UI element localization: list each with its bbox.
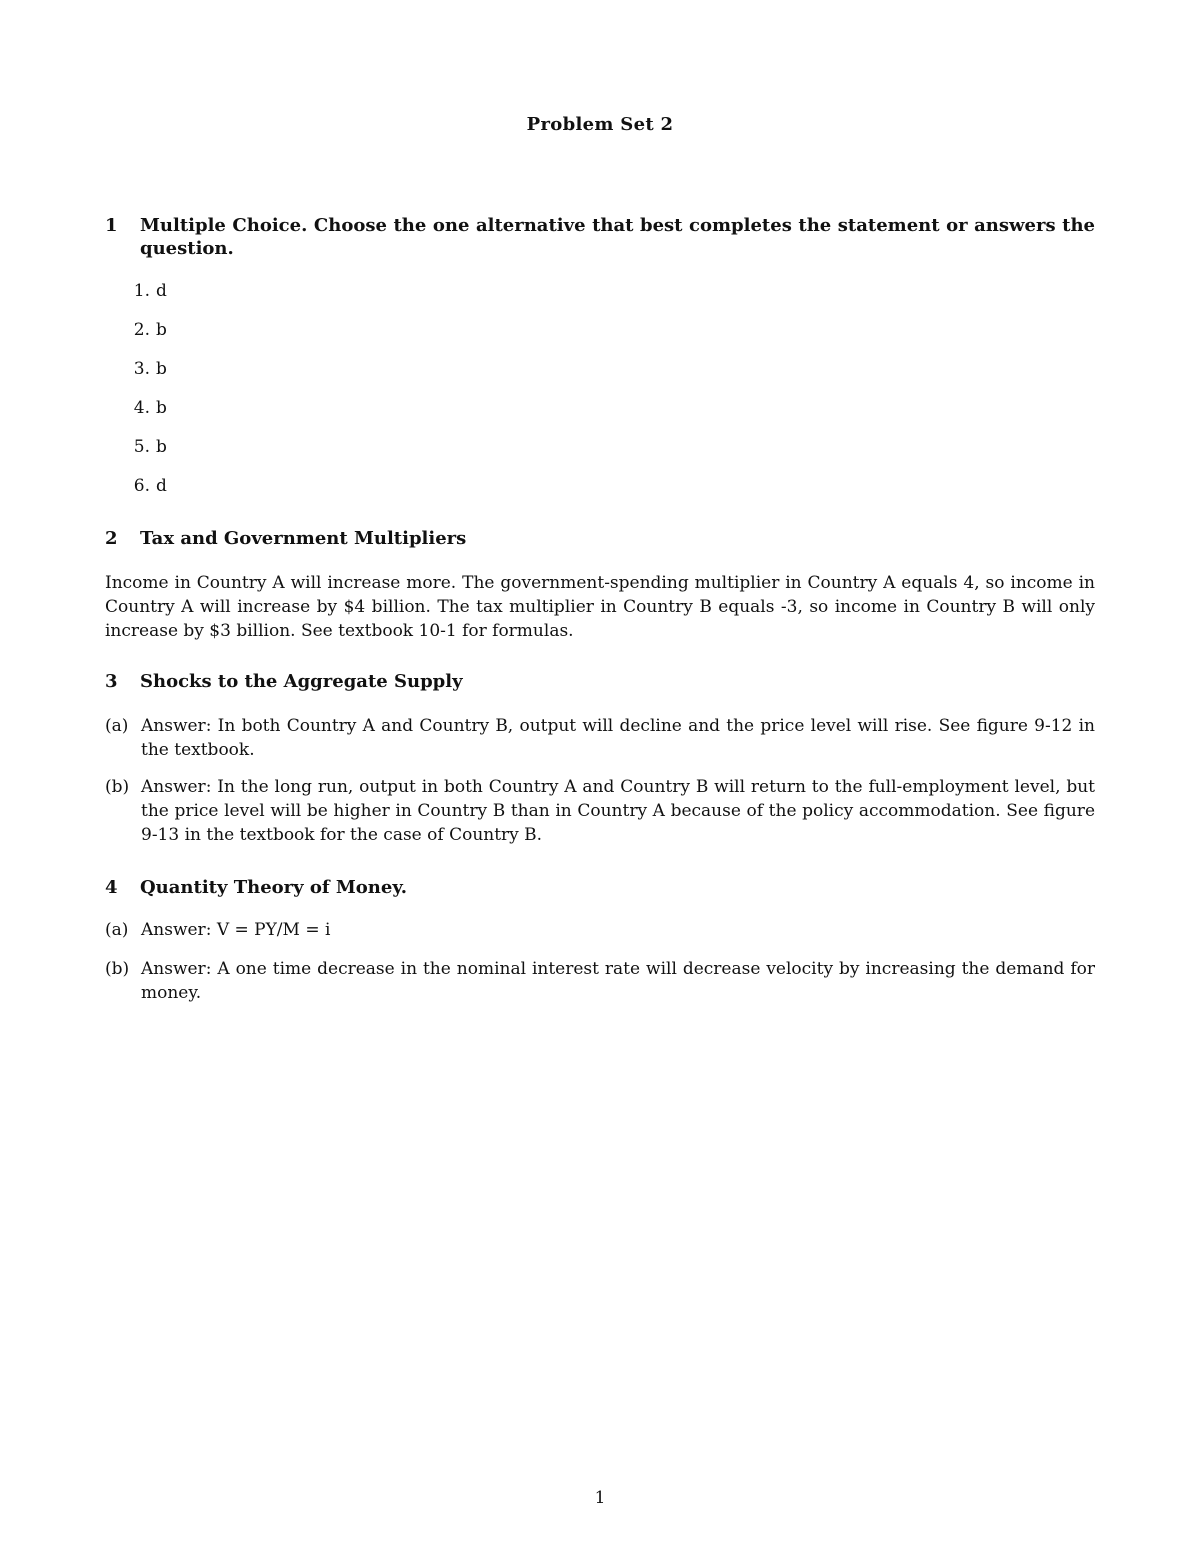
- section-title: Tax and Government Multipliers: [140, 528, 467, 549]
- item-label: (b): [105, 959, 130, 979]
- answer-item: [105, 714, 1095, 762]
- page-title: Problem Set 2: [526, 114, 674, 135]
- item-label: (b): [105, 777, 130, 797]
- list-item: [128, 475, 167, 497]
- list-item: [128, 319, 167, 341]
- answer-number: 1.: [133, 281, 150, 301]
- answer-item: [105, 918, 1095, 942]
- answer-value: b: [156, 359, 167, 379]
- section-number: 3: [105, 671, 118, 692]
- item-text: Answer: In the long run, output in both Country A and Country B will return to the full-employment level, but the price level will be higher in Country B than in Country A because of the policy accommodation. See figure 9-13 in the textbook for the case of Country B.: [141, 777, 1095, 845]
- item-text: Answer: V = PY/M = i: [141, 920, 331, 940]
- answer-number: 4.: [133, 398, 150, 418]
- section-4-heading: [105, 876, 1095, 899]
- item-text: Answer: A one time decrease in the nominal interest rate will decrease velocity by increasing the demand for money.: [141, 959, 1095, 1003]
- answer-value: d: [156, 281, 167, 301]
- section-1-heading: [105, 214, 1095, 260]
- list-item: [128, 436, 167, 458]
- answer-value: b: [156, 320, 167, 340]
- answer-number: 2.: [133, 320, 150, 340]
- answer-value: b: [156, 437, 167, 457]
- answer-item: [105, 957, 1095, 1005]
- item-label: (a): [105, 716, 129, 736]
- item-text: Answer: In both Country A and Country B, output will decline and the price level will rise. See figure 9-12 in the textbook.: [141, 716, 1095, 760]
- section-title: Shocks to the Aggregate Supply: [140, 671, 463, 692]
- page-number: 1: [594, 1488, 606, 1508]
- item-label: (a): [105, 920, 129, 940]
- section-2-heading: [105, 527, 1095, 550]
- list-item: [128, 280, 167, 302]
- list-item: [128, 397, 167, 419]
- section-3-heading: [105, 670, 1095, 693]
- section-title: Quantity Theory of Money.: [140, 877, 408, 898]
- list-item: [128, 358, 167, 380]
- answer-number: 3.: [133, 359, 150, 379]
- answer-value: d: [156, 476, 167, 496]
- section-number: 2: [105, 528, 118, 549]
- section-number: 1: [105, 215, 118, 236]
- answer-number: 6.: [133, 476, 150, 496]
- section-number: 4: [105, 877, 118, 898]
- section-2-paragraph: Income in Country A will increase more. The government-spending multiplier in Country A equals 4, so income in Country A will increase by $4 billion. The tax multiplier in Country B equals -3, so income in Country B will only increase by $3 billion. See textbook 10-1 for formulas.: [105, 573, 1095, 641]
- answer-value: b: [156, 398, 167, 418]
- answer-item: [105, 775, 1095, 847]
- answer-number: 5.: [133, 437, 150, 457]
- section-title: Multiple Choice. Choose the one alternative that best completes the statement or answers the question.: [140, 215, 1095, 259]
